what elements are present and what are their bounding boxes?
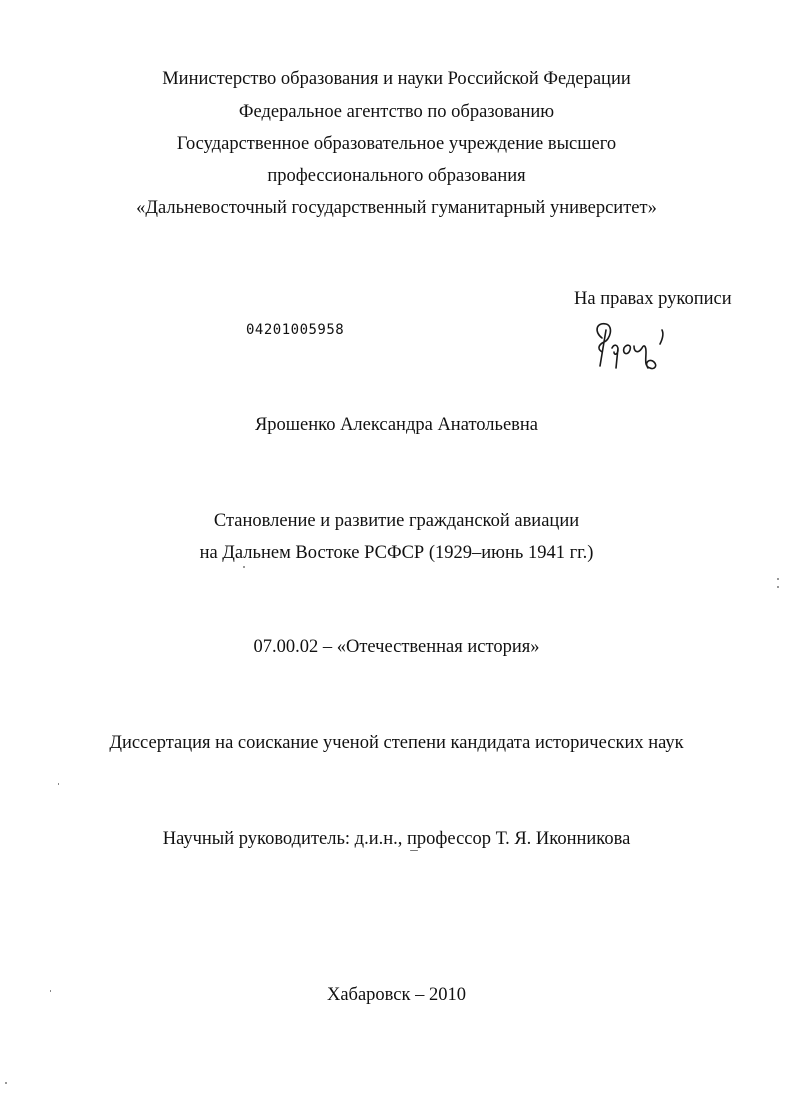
title-line-1: Становление и развитие гражданской авиации (213, 511, 580, 531)
university-line: «Дальневосточный государственный гуманитарный университет» (136, 198, 657, 218)
scan-speck (777, 586, 779, 588)
scan-speck (243, 566, 245, 568)
ministry-line: Министерство образования и науки Российской Федерации (162, 69, 631, 89)
degree-line: Диссертация на соискание ученой степени кандидата исторических наук (109, 733, 684, 753)
author-name: Ярошенко Александра Анатольевна (254, 415, 539, 435)
manuscript-rights: На правах рукописи (574, 289, 732, 309)
inventory-number: 04201005958 (246, 322, 345, 338)
supervisor-line: Научный руководитель: д.и.н., профессор Т. Я. Иконникова (162, 829, 631, 849)
institution-line-2: профессионального образования (267, 166, 526, 186)
institution-line-1: Государственное образовательное учреждение высшего (176, 134, 617, 154)
scan-speck (777, 578, 779, 580)
title-line-2: на Дальнем Востоке РСФСР (1929–июнь 1941 гг.) (199, 543, 594, 563)
scan-speck (58, 783, 59, 785)
agency-line: Федеральное агентство по образованию (238, 102, 555, 122)
handwritten-signature-icon (588, 318, 688, 374)
specialty-line: 07.00.02 – «Отечественная история» (253, 637, 540, 657)
scan-speck (50, 990, 51, 992)
place-year-line: Хабаровск – 2010 (326, 985, 467, 1005)
scan-speck (410, 850, 418, 851)
scan-speck (5, 1082, 7, 1084)
